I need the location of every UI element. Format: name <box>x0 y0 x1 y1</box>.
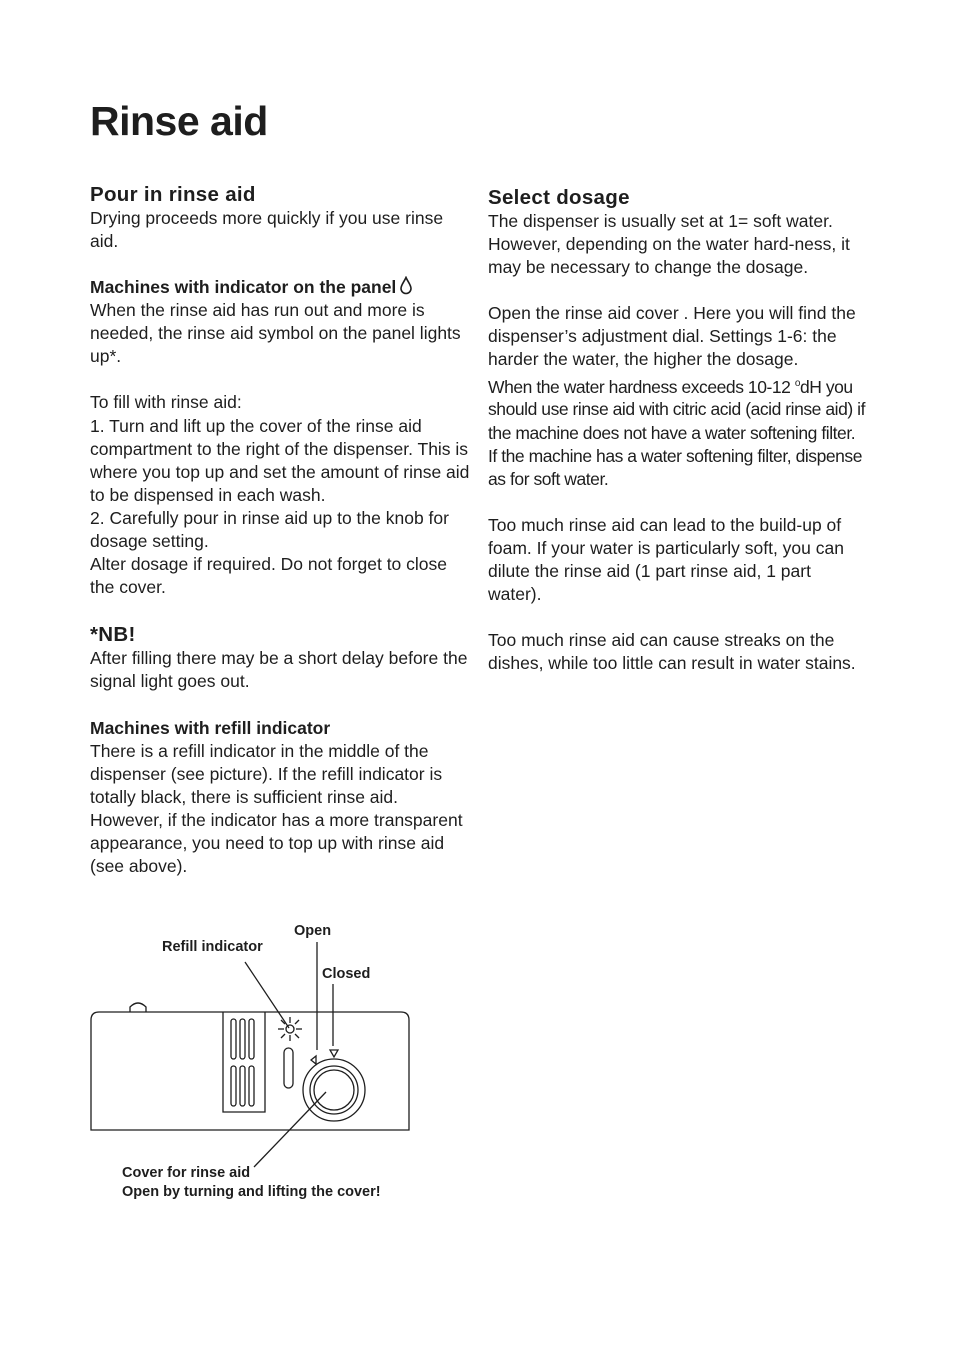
dosage-paragraph-2: Open the rinse aid cover . Here you will find the dispenser’s adjustment dial. Settings 1-6: the harder the water, the higher the dosage. <box>488 303 856 370</box>
label-cover-instruction: Open by turning and lifting the cover! <box>122 1184 381 1200</box>
hardness-text-pre: When the water hardness exceeds 10-12 <box>488 376 795 397</box>
dosage-paragraph-1: The dispenser is usually set at 1= soft water. However, depending on the water hard-ness, it may be necessary to change the dosage. <box>488 211 850 278</box>
pour-intro: Drying proceeds more quickly if you use rinse aid. <box>90 208 444 252</box>
right-column <box>488 185 868 675</box>
open-marker-icon <box>311 1056 316 1064</box>
dispenser-nub <box>130 1003 146 1012</box>
hardness-text-post: dH you should use rinse aid with citric acid (acid rinse aid) if the machine does not have a water softening filter. If the machine has a water softening filter, dispense as for soft water. <box>488 376 866 489</box>
degree-superscript: o <box>794 377 800 389</box>
label-refill-indicator: Refill indicator <box>162 939 263 955</box>
dosage-paragraph-3: Too much rinse aid can lead to the build-up of foam. If your water is particularly soft, you can dilute the rinse aid (1 part rinse aid, 1 part water). <box>488 514 844 605</box>
nb-heading: *NB! <box>90 623 136 647</box>
closed-marker-icon <box>330 1050 338 1057</box>
rinse-aid-cover-knob <box>303 1059 365 1121</box>
label-closed: Closed <box>322 966 371 982</box>
fill-intro: To fill with rinse aid: <box>90 392 242 413</box>
refill-heading: Machines with refill indicator <box>90 717 331 738</box>
dosage-paragraph-2-hardness <box>488 372 868 491</box>
refill-indicator-window <box>284 1048 293 1088</box>
page-title: Rinse aid <box>90 98 268 144</box>
refill-indicator-icon <box>278 1017 302 1041</box>
panel-heading-text: Machines with indicator on the panel <box>90 277 397 298</box>
refill-leader-line <box>245 962 289 1028</box>
dosage-heading: Select dosage <box>488 186 630 209</box>
pour-heading: Pour in rinse aid <box>90 183 256 206</box>
label-open: Open <box>294 923 332 939</box>
drop-icon <box>400 276 412 295</box>
alter-dosage: Alter dosage if required. Do not forget to close the cover. <box>90 554 448 598</box>
left-column <box>90 182 470 878</box>
refill-text: There is a refill indicator in the middle of the dispenser (see picture). If the refill indicator is totally black, there is sufficient rinse aid. However, if the indicator has a more transparent appearance, you need to top up with rinse aid (see above). <box>90 740 463 876</box>
nb-text: After filling there may be a short delay before the signal light goes out. <box>90 648 468 692</box>
step-2: 2. Carefully pour in rinse aid up to the knob for dosage setting. <box>90 507 449 552</box>
panel-heading <box>90 276 470 299</box>
dosage-paragraph-4: Too much rinse aid can cause streaks on the dishes, while too little can result in water stains. <box>488 630 856 674</box>
step-1: 1. Turn and lift up the cover of the rinse aid compartment to the right of the dispenser. This is where you top up and set the amount of rinse aid to be dispensed in each wash. <box>90 415 470 505</box>
panel-text: When the rinse aid has run out and more is needed, the rinse aid symbol on the panel lights up*. <box>90 300 461 367</box>
dispenser-diagram <box>90 920 420 1210</box>
grille-slots <box>231 1019 254 1106</box>
label-cover: Cover for rinse aid <box>122 1165 251 1181</box>
grille-panel <box>223 1012 265 1112</box>
